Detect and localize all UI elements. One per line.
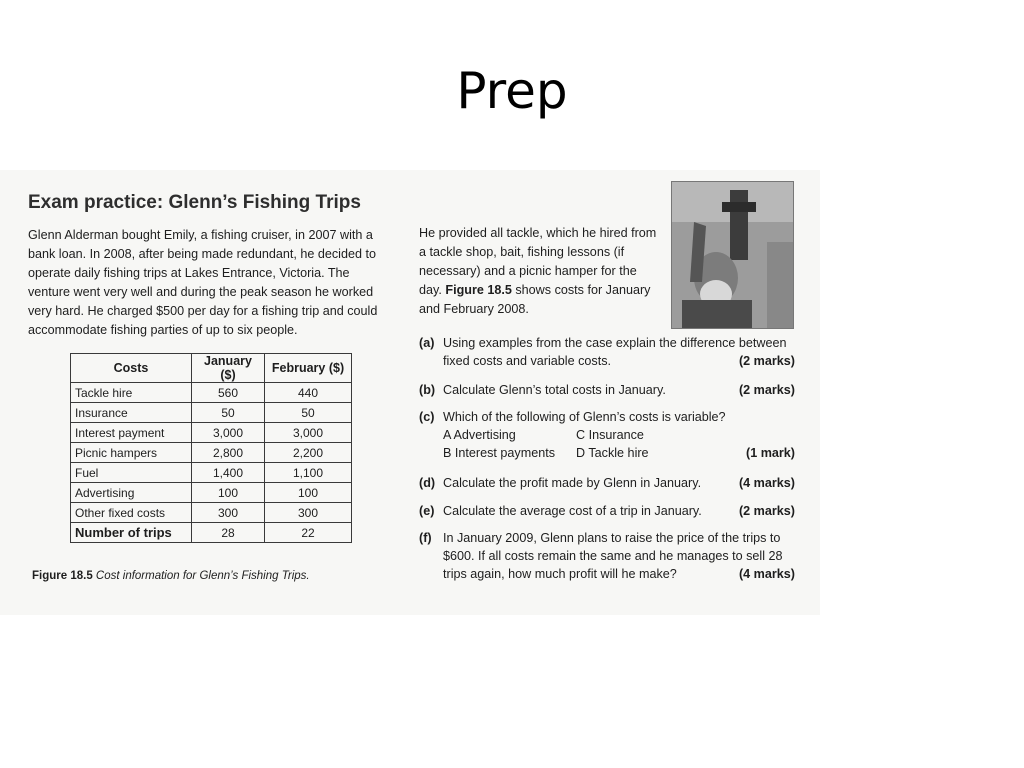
question-marks: (2 marks): [738, 383, 795, 397]
january-value: 560: [192, 383, 265, 403]
january-value: 100: [192, 483, 265, 503]
option-a: A Advertising: [443, 428, 516, 442]
table-row: [71, 503, 352, 523]
cost-name: Tackle hire: [71, 383, 192, 403]
question-letter: (a): [419, 336, 435, 350]
option-d: D Tackle hire: [576, 446, 649, 460]
question-a: [419, 334, 799, 370]
cost-name: Insurance: [71, 403, 192, 423]
cost-table: [70, 353, 352, 543]
question-letter: (e): [419, 504, 435, 518]
scanned-page: [0, 170, 820, 615]
february-value: 100: [265, 483, 352, 503]
table-header-row: [71, 354, 352, 383]
february-value: 1,100: [265, 463, 352, 483]
january-value: 3,000: [192, 423, 265, 443]
february-value: 440: [265, 383, 352, 403]
figure-caption-text: Cost information for Glenn’s Fishing Trips.: [95, 570, 310, 582]
table-row: [71, 383, 352, 403]
cost-name: Other fixed costs: [71, 503, 192, 523]
continuation-paragraph: [419, 224, 659, 319]
january-value: 300: [192, 503, 265, 523]
question-letter: (c): [419, 410, 435, 424]
question-text: Calculate the average cost of a trip in January.: [443, 504, 702, 518]
question-letter: (d): [419, 476, 436, 490]
question-text: Calculate Glenn’s total costs in January.: [443, 383, 666, 397]
table-header: February ($): [265, 354, 352, 383]
question-b: [419, 381, 799, 399]
question-letter: (f): [419, 531, 432, 545]
question-text: Using examples from the case explain the difference between fixed costs and variable costs.: [443, 336, 787, 368]
table-row: [71, 423, 352, 443]
cost-name: Advertising: [71, 483, 192, 503]
figure-caption: [32, 570, 310, 582]
slide-title: Prep: [456, 62, 568, 120]
fisherman-photo: [671, 181, 794, 329]
option-c: C Insurance: [576, 428, 644, 442]
question-options: [443, 426, 799, 444]
question-f: [419, 529, 799, 583]
fisherman-illustration: [672, 182, 793, 328]
question-e: [419, 502, 799, 520]
question-text: In January 2009, Glenn plans to raise the price of the trips to $600. If all costs remain the same and he manages to sell 28 trips again, how much profit will he make?: [443, 531, 783, 581]
table-row: [71, 463, 352, 483]
figure-caption-label: Figure 18.5: [32, 570, 93, 582]
question-text: Which of the following of Glenn’s costs is variable?: [443, 410, 726, 424]
cost-name: Fuel: [71, 463, 192, 483]
table-row: [71, 443, 352, 463]
cost-name: Number of trips: [71, 523, 192, 543]
question-c: [419, 408, 799, 462]
january-value: 50: [192, 403, 265, 423]
cost-name: Interest payment: [71, 423, 192, 443]
january-value: 2,800: [192, 443, 265, 463]
continuation-text-before: He provided all tackle, which he hired from a tackle shop, bait, fishing lessons (if necessary) and a picnic hamper for the day.: [419, 226, 657, 297]
january-value: 28: [192, 523, 265, 543]
option-b: B Interest payments: [443, 446, 555, 460]
table-header: Costs: [71, 354, 192, 383]
february-value: 300: [265, 503, 352, 523]
january-value: 1,400: [192, 463, 265, 483]
question-marks: (1 mark): [746, 446, 795, 460]
figure-reference: Figure 18.5: [445, 283, 512, 297]
exercise-heading: Exam practice: Glenn’s Fishing Trips: [28, 192, 361, 213]
february-value: 3,000: [265, 423, 352, 443]
february-value: 2,200: [265, 443, 352, 463]
question-marks: (4 marks): [738, 567, 795, 581]
question-d: [419, 474, 799, 492]
cost-name: Picnic hampers: [71, 443, 192, 463]
intro-paragraph: Glenn Alderman bought Emily, a fishing cruiser, in 2007 with a bank loan. In 2008, after being made redundant, he decided to operate daily fishing trips at Lakes Entrance, Victoria. The venture went very well and during the peak season he worked very hard. He charged $500 per day for a fishing trip and could accommodate fishing parties of up to six people.: [28, 228, 378, 337]
table-row: [71, 403, 352, 423]
february-value: 22: [265, 523, 352, 543]
question-letter: (b): [419, 383, 436, 397]
continuation-text-after: shows costs for January and February 2008.: [419, 283, 651, 316]
table-header: January ($): [192, 354, 265, 383]
question-marks: (2 marks): [738, 354, 795, 368]
question-text: Calculate the profit made by Glenn in January.: [443, 476, 702, 490]
february-value: 50: [265, 403, 352, 423]
table-row: [71, 523, 352, 543]
question-marks: (2 marks): [738, 504, 795, 518]
question-marks: (4 marks): [738, 476, 795, 490]
table-row: [71, 483, 352, 503]
